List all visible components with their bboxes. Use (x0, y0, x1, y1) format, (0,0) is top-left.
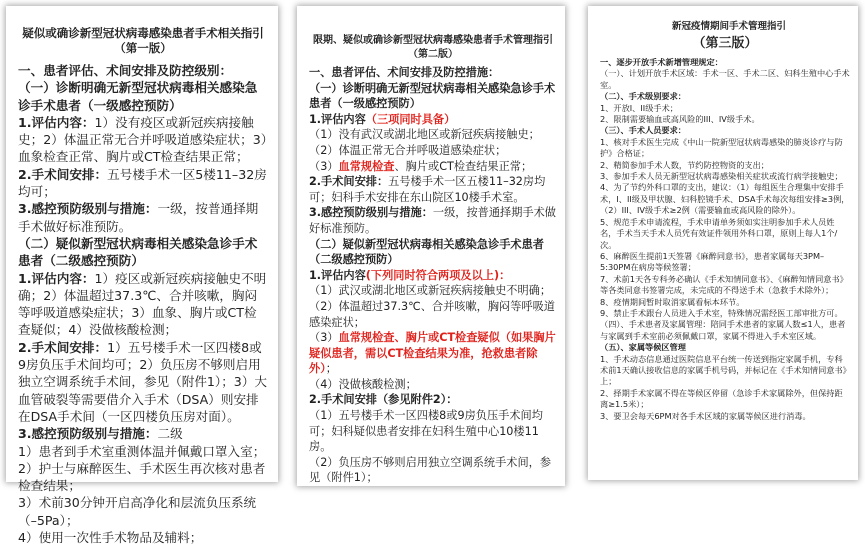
item-text: 1）患者到手术室重测体温并佩戴口罩入室； (18, 443, 266, 459)
paragraph-line (309, 205, 557, 236)
document-body (600, 57, 850, 422)
paragraph-line (600, 182, 850, 216)
guideline-page-2 (297, 6, 565, 486)
paragraph-line (600, 411, 850, 422)
highlighted-text: 血常规检查、胸片或CT检查疑似（如果胸片疑似患者，需以CT检查结果为准，抢救患者除外） (309, 331, 556, 376)
paragraph-line (600, 388, 850, 411)
document-edition: （第一版） (114, 41, 172, 55)
item-text: 9、禁止手术跟台人员进入手术室，特殊情况需经医工部审批方可。 (600, 307, 843, 318)
item-text: 4）使用一次性手术物品及辅料； (18, 530, 203, 546)
item-text: 一级，按普通择期手术做好标准预防。 (18, 201, 259, 234)
paragraph-line (600, 217, 850, 251)
item-heading: 3.感控预防级别与措施： (309, 206, 433, 220)
item-text: （一）、计划开放手术区域：手术一区、手术二区、妇科生殖中心手术室。 (600, 68, 850, 90)
paragraph-line (18, 529, 268, 546)
paragraph-line (18, 460, 268, 495)
item-text: （五）、家属等候区管理 (600, 342, 686, 353)
paragraph-line (309, 392, 557, 408)
item-text: 1.评估内容 (309, 112, 366, 126)
paragraph-line (600, 57, 850, 68)
paragraph-line (309, 330, 557, 377)
item-heading: 2.手术间安排： (18, 166, 108, 182)
item-text: 五号楼手术一区五楼11–32房均可；妇科手术安排在东山院区10楼手术室。 (309, 175, 546, 204)
item-text: 1.评估内容 (309, 268, 366, 282)
item-text: （3） (309, 331, 339, 345)
paragraph-line (309, 237, 557, 268)
paragraph-line (600, 308, 850, 319)
item-text: （2）体温超过37.3℃、合并咳嗽，胸闷等呼吸道感染症状； (309, 299, 555, 329)
paragraph-line (18, 114, 268, 166)
item-text: 一级，按普通择期手术做好标准预防。 (309, 206, 556, 235)
document-body (309, 65, 557, 486)
item-text: 1、核对手术医生完成《中山一院新型冠状病毒感染的肺炎诊疗与防护》合格证； (600, 136, 843, 159)
paragraph-line (600, 137, 850, 160)
item-text: （1）武汉或湖北地区或新冠疾病接触史不明确； (309, 284, 552, 298)
item-text: 4、为了节约外科口罩的支出，建议：（1）每组医生合理集中安排手术，I、II级及甲状腺、妇科腔镜手术、DSA手术每次每组安排≥3例，（2）III、IV级手术≥2例（需要输血或高风险的除外）。 (600, 182, 850, 216)
item-text: 2、择期手术家属不得在等候区停留（急诊手术家属除外，但保持距离≥1.5米）； (600, 387, 843, 410)
paragraph-line (309, 159, 557, 175)
item-text: （2）体温正常无合并呼吸道感染症状； (309, 143, 507, 157)
paragraph-line (18, 443, 268, 460)
paragraph-line (600, 319, 850, 342)
item-heading: 3.感控预防级别与措施： (18, 201, 158, 217)
item-text: （一）诊断明确无新型冠状病毒相关感染急诊手术患者（一级感控预防） (18, 80, 258, 113)
paragraph-line (309, 377, 557, 393)
highlighted-text: 血常规检查 (338, 159, 395, 173)
paragraph-line (309, 268, 557, 284)
item-text: 2、精简参加手术人数，节约防控物资的支出； (600, 159, 769, 170)
item-heading: 3.感控预防级别与措施： (18, 426, 158, 442)
item-heading: 1.评估内容： (18, 114, 95, 130)
item-text: 一、逐步开放手术新增管理规定： (600, 57, 723, 67)
item-text: 五号楼手术一区5楼11–32房均可； (18, 166, 267, 200)
item-heading: 1.评估内容： (18, 270, 95, 286)
item-text: （二）疑似新型冠状病毒相关感染急诊手术患者（二级感控预防） (18, 235, 258, 269)
paragraph-line (309, 299, 557, 330)
item-text: 8、疫情期间暂时取消家属看标本环节。 (600, 296, 745, 307)
paragraph-line (600, 274, 850, 297)
item-text: （3） (309, 159, 339, 173)
guideline-page-1 (6, 6, 278, 546)
item-text: 2）护士与麻醉医生、手术医生再次核对患者检查结果； (18, 460, 266, 494)
item-text: （1）没有武汉或湖北地区或新冠疾病接触史； (309, 128, 540, 142)
item-text: （1）五号楼手术一区四楼8或9房负压手术间均可；妇科疑似患者安排在妇科生殖中心10楼11房。 (309, 409, 543, 454)
paragraph-line (309, 65, 557, 81)
item-text: 1）没有疫区或新冠疾病接触史；2）体温正常无合并呼吸道感染症状；3）血象检查正常、胸片或CT检查结果正常； (18, 114, 268, 165)
item-text: 3、参加手术人员无新型冠状病毒感染相关症状或流行病学接触史； (600, 171, 843, 182)
item-text: 6、麻醉医生提前1天签署《麻醉同意书》，患者家属每天3PM–5:30PM在病房等候签署； (600, 250, 825, 273)
item-text: ； (325, 362, 337, 376)
item-text: 1、手术动态信息通过医院信息平台统一传送到指定家属手机，专科术前1天确认接收信息的家属手机号码，并标记在《手术知情同意书》上； (600, 353, 847, 387)
document-edition: （第二版） (408, 49, 458, 60)
item-text: （4）没做核酸检测； (309, 377, 417, 391)
item-text: 1）五号楼手术一区四楼8或9房负压手术间均可；2）负压房不够则启用独立空调系统手术间，参见（附件1）；3）大血管破裂等需要借介入手术（DSA）则安排在DSA手术间（一区四楼负压房对面）。 (18, 339, 268, 424)
item-heading: 2.手术间安排： (18, 339, 108, 355)
paragraph-line (309, 143, 557, 159)
paragraph-line (18, 200, 268, 235)
item-text: （2）负压房不够则启用独立空调系统手术间，参见（附件1）； (309, 455, 552, 485)
paragraph-line (18, 494, 268, 529)
item-text: 2.手术间安排（参见附件2）： (309, 393, 458, 407)
paragraph-line (600, 251, 850, 274)
paragraph-line (600, 114, 850, 125)
item-text: （四）、手术患者及家属管理：陪同手术患者的家属人数≤1人，患者与家属到手术室前必须佩戴口罩，家属不得进入手术室区域。 (600, 319, 846, 341)
item-text: 1、开放I、II级手术； (600, 102, 678, 113)
paragraph-line (18, 166, 268, 201)
paragraph-line (309, 455, 557, 486)
paragraph-line (600, 103, 850, 114)
document-title: 疑似或确诊新型冠状病毒感染患者手术相关指引 (22, 26, 264, 40)
item-text: 一、患者评估、术间安排及防控措施： (309, 66, 500, 79)
item-text: 5、规范手术申请流程，手术申请单务须如实注明参加手术人员姓名，手术当天手术人员凭有效证件领用外科口罩，原则上每人1个/次。 (600, 216, 838, 250)
item-text: 一、患者评估、术间安排及防控级别： (18, 63, 233, 78)
item-text: 7、术前1天各专科务必确认《手术知情同意书》、《麻醉知情同意书》等各类同意书签署完成，未完成的不得送手术（急救手术除外）； (600, 273, 848, 296)
item-text: （二）、手术级别要求： (600, 91, 686, 102)
item-text: 3、要卫会每天6PM对各手术区域的家属等候区进行消毒。 (600, 410, 811, 421)
paragraph-line (600, 297, 850, 308)
paragraph-line (18, 270, 268, 339)
item-text: 、胸片或CT检查结果正常； (394, 159, 533, 173)
document-title: 限期、疑似或确诊新型冠状病毒感染患者手术管理指引 (313, 35, 553, 46)
item-text: 2、限制需要输血或高风险的III、IV级手术。 (600, 114, 760, 125)
item-text: （一）诊断明确无新型冠状病毒相关感染急诊手术患者（一级感控预防） (309, 81, 556, 111)
paragraph-line (18, 62, 268, 79)
paragraph-line (309, 408, 557, 455)
highlighted-text: (下列同时符合两项及以上)： (365, 268, 511, 282)
paragraph-line (309, 112, 557, 128)
paragraph-line (309, 81, 557, 112)
paragraph-line (600, 171, 850, 182)
guideline-page-3 (588, 6, 858, 480)
paragraph-line (600, 125, 850, 136)
paragraph-line (600, 68, 850, 91)
item-text: 二级 (157, 426, 183, 442)
document-title: 新冠疫情期间手术管理指引 (672, 21, 787, 32)
item-heading: 2.手术间安排： (309, 175, 389, 189)
paragraph-line (600, 91, 850, 102)
item-text: 1）疫区或新冠疾病接触史不明确；2）体温超过37.3℃、合并咳嗽，胸闷等呼吸道感染症状；3）血象、胸片或CT检查疑似；4）没做核酸检测； (18, 270, 267, 338)
paragraph-line (600, 354, 850, 388)
paragraph-line (600, 160, 850, 171)
paragraph-line (18, 425, 268, 442)
highlighted-text: （三项同时具备） (365, 112, 456, 126)
paragraph-line (18, 339, 268, 425)
item-text: （二）疑似新型冠状病毒相关感染急诊手术患者（二级感控预防） (309, 237, 544, 267)
document-edition: （第三版） (692, 36, 758, 51)
item-text: （三）、手术人员要求： (600, 125, 686, 136)
paragraph-line (309, 127, 557, 143)
paragraph-line (600, 342, 850, 353)
paragraph-line (309, 283, 557, 299)
paragraph-line (18, 79, 268, 114)
paragraph-line (309, 174, 557, 205)
item-text: 3）术前30分钟开启高净化和层流负压系统（–5Pa）； (18, 495, 257, 528)
document-body (18, 62, 268, 546)
paragraph-line (18, 235, 268, 270)
